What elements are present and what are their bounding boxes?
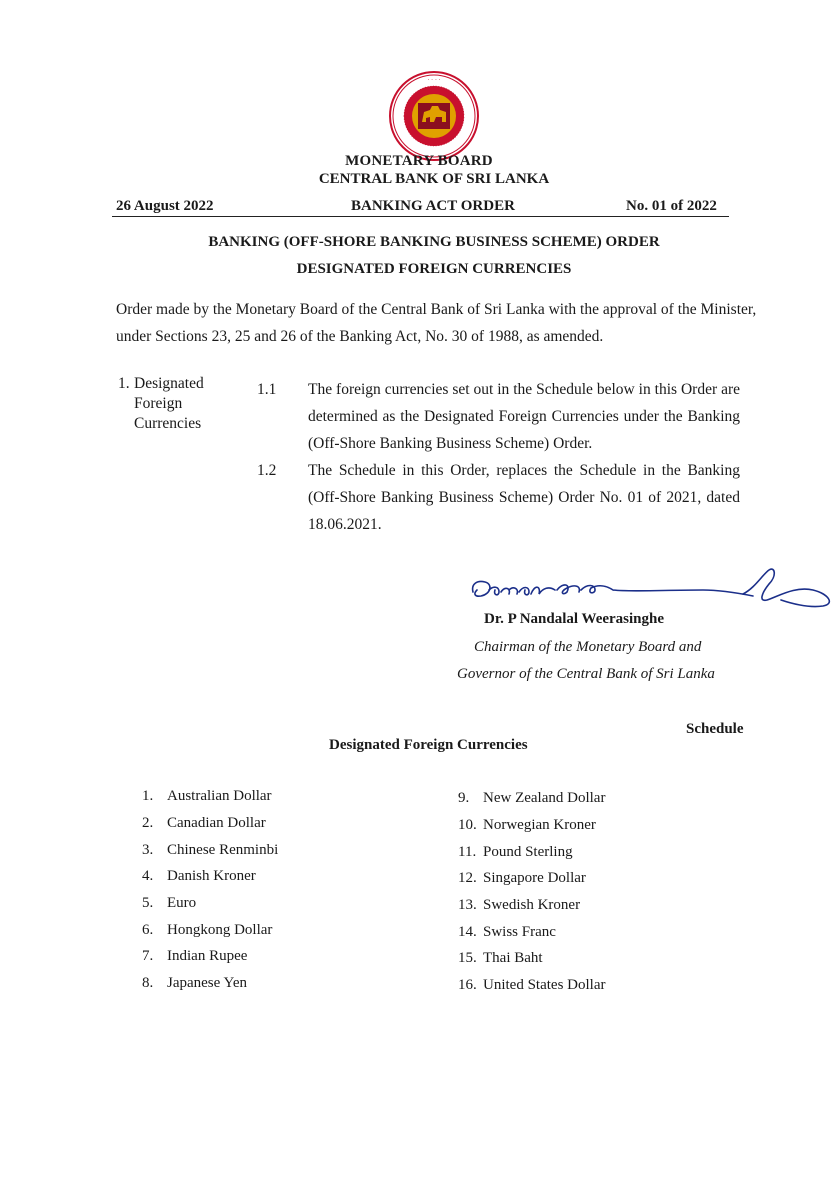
currency-name: Indian Rupee: [167, 948, 248, 964]
clause-number: 1.2: [257, 462, 277, 479]
clause-text: The Schedule in this Order, replaces the Schedule in the Banking (Off-Shore Banking Business Scheme) Order No. 01 of 2021, dated 18.06.2021.: [308, 462, 740, 533]
header-central-bank: CENTRAL BANK OF SRI LANKA: [318, 171, 550, 187]
signatory-name: Dr. P Nandalal Weerasinghe: [484, 611, 665, 627]
currency-name: Swiss Franc: [483, 924, 556, 940]
list-item-number: 7.: [142, 948, 154, 964]
list-item: [458, 790, 605, 807]
list-item-number: 4.: [142, 868, 154, 884]
currency-name: Japanese Yen: [167, 975, 247, 991]
list-item: [142, 948, 247, 965]
currency-name: Euro: [167, 895, 197, 911]
list-item-number: 3.: [142, 842, 154, 858]
list-item: [458, 897, 580, 914]
clause-text: The foreign currencies set out in the Schedule below in this Order are determined as the Designated Foreign Currencies under the Banking (Off-Shore Banking Business Scheme) Order.: [308, 381, 740, 452]
currency-name: Pound Sterling: [483, 844, 573, 860]
list-item: [142, 788, 272, 805]
list-item: [458, 870, 586, 887]
signatory-title-line-2: Governor of the Central Bank of Sri Lanka: [457, 666, 715, 682]
currency-name: Norwegian Kroner: [483, 817, 596, 833]
list-item-number: 5.: [142, 895, 154, 911]
currency-name: Australian Dollar: [167, 788, 272, 804]
list-item-number: 14.: [458, 924, 477, 940]
list-item: [458, 977, 605, 994]
list-item: [142, 895, 196, 912]
section-heading-line-2: Foreign: [134, 395, 183, 412]
order-number: No. 01 of 2022: [626, 198, 717, 214]
currency-name: Singapore Dollar: [483, 870, 586, 886]
schedule-title: Designated Foreign Currencies: [329, 737, 528, 753]
currency-name: United States Dollar: [483, 977, 606, 993]
section-number: 1.: [118, 375, 130, 392]
header-monetary-board: MONETARY BOARD: [345, 153, 493, 169]
currency-name: Swedish Kroner: [483, 897, 581, 913]
list-item-number: 13.: [458, 897, 477, 913]
list-item-number: 9.: [458, 790, 470, 806]
order-subtitle: DESIGNATED FOREIGN CURRENCIES: [296, 261, 572, 277]
section-heading-line-1: Designated: [134, 375, 204, 392]
list-item-number: 1.: [142, 788, 154, 804]
list-item-number: 2.: [142, 815, 154, 831]
currency-name: Canadian Dollar: [167, 815, 266, 831]
currency-name: Hongkong Dollar: [167, 922, 273, 938]
currency-name: New Zealand Dollar: [483, 790, 606, 806]
list-item: [458, 924, 556, 941]
clause-number: 1.1: [257, 381, 277, 398]
intro-line-2: under Sections 23, 25 and 26 of the Banking Act, No. 30 of 1988, as amended.: [116, 328, 604, 345]
currency-name: Danish Kroner: [167, 868, 256, 884]
list-item: [458, 950, 543, 967]
schedule-label: Schedule: [686, 721, 744, 737]
list-item-number: 10.: [458, 817, 477, 833]
currency-name: Thai Baht: [483, 950, 543, 966]
currency-name: Chinese Renminbi: [167, 842, 279, 858]
section-heading-line-3: Currencies: [134, 415, 202, 432]
list-item: [142, 842, 278, 859]
list-item: [142, 868, 256, 885]
header-divider: [112, 216, 729, 217]
signatory-title-line-1: Chairman of the Monetary Board and: [474, 639, 702, 655]
list-item: [142, 815, 266, 832]
svg-text:· · · ·: · · · ·: [427, 77, 441, 84]
list-item: [458, 817, 596, 834]
central-bank-seal-icon: [388, 70, 480, 162]
list-item: [142, 922, 272, 939]
list-item-number: 15.: [458, 950, 477, 966]
intro-line-1: Order made by the Monetary Board of the Central Bank of Sri Lanka with the approval of the Minister,: [116, 301, 757, 318]
list-item: [142, 975, 247, 992]
list-item-number: 8.: [142, 975, 154, 991]
list-item: [458, 844, 573, 861]
list-item-number: 11.: [458, 844, 477, 860]
order-date: 26 August 2022: [116, 198, 214, 214]
list-item-number: 6.: [142, 922, 154, 938]
order-type: BANKING ACT ORDER: [351, 198, 515, 214]
list-item-number: 16.: [458, 977, 477, 993]
list-item-number: 12.: [458, 870, 477, 886]
order-title: BANKING (OFF-SHORE BANKING BUSINESS SCHEME) ORDER: [208, 234, 660, 250]
